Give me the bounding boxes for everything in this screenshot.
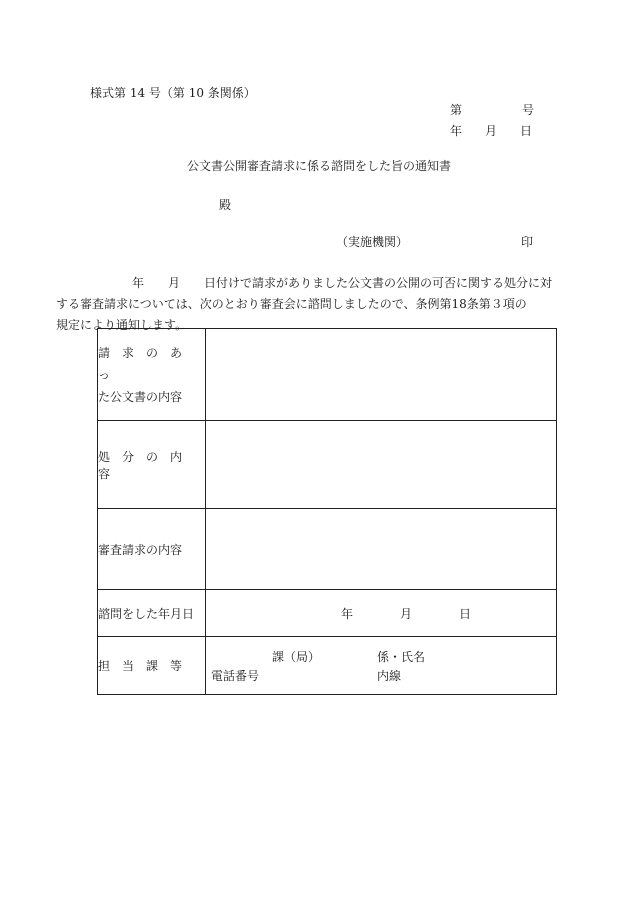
- table-row-consultation-date: [98, 590, 557, 637]
- date-month: 月: [485, 124, 498, 138]
- body-line-1: 年 月 日付けで請求がありました公文書の公開の可否に関する処分に対: [132, 276, 553, 290]
- consultation-year: 年: [341, 607, 354, 621]
- label-consultation-date: 諮問をした年月日: [98, 590, 206, 637]
- seal-label: 印: [521, 235, 534, 249]
- notice-form-table: [97, 328, 557, 695]
- label-review-request: 審査請求の内容: [98, 509, 206, 590]
- date-year: 年: [450, 124, 463, 138]
- label-responsible-section: 担 当 課 等: [98, 637, 206, 695]
- document-title: 公文書公開審査請求に係る諮問をした旨の通知書: [187, 159, 452, 173]
- body-line-2: する審査請求については、次のとおり審査会に諮問しましたので、条例第18条第３項の: [56, 297, 527, 311]
- value-review-request[interactable]: [206, 509, 557, 590]
- label-requested-document: [98, 329, 206, 421]
- phone-label: 電話番号: [211, 669, 260, 683]
- body-line-3: 規定により通知します。: [56, 318, 188, 332]
- addressee-suffix: 殿: [219, 198, 232, 212]
- value-consultation-date[interactable]: [206, 590, 557, 637]
- value-disposition[interactable]: [206, 421, 557, 509]
- table-row-responsible-section: [98, 637, 557, 695]
- person-label: 係・氏名: [377, 650, 426, 664]
- body-paragraph: [56, 273, 564, 336]
- section-label: 課（局）: [272, 650, 321, 664]
- consultation-month: 月: [400, 607, 413, 621]
- date-day: 日: [520, 124, 533, 138]
- label-line-1: 請 求 の あ っ: [98, 345, 195, 382]
- doc-number-prefix: 第: [450, 103, 463, 117]
- table-row-disposition: [98, 421, 557, 509]
- doc-number-suffix: 号: [522, 103, 535, 117]
- value-requested-document[interactable]: [206, 329, 557, 421]
- consultation-day: 日: [459, 607, 472, 621]
- form-reference: 様式第 14 号（第 10 条関係）: [90, 86, 256, 100]
- extension-label: 内線: [377, 669, 402, 683]
- label-line-2: た公文書の内容: [98, 389, 183, 404]
- label-disposition: 処 分 の 内 容: [98, 421, 206, 509]
- value-responsible-section[interactable]: [206, 637, 557, 695]
- table-row-document-content: [98, 329, 557, 421]
- table-row-review-request: [98, 509, 557, 590]
- agency-label: （実施機関）: [336, 235, 409, 249]
